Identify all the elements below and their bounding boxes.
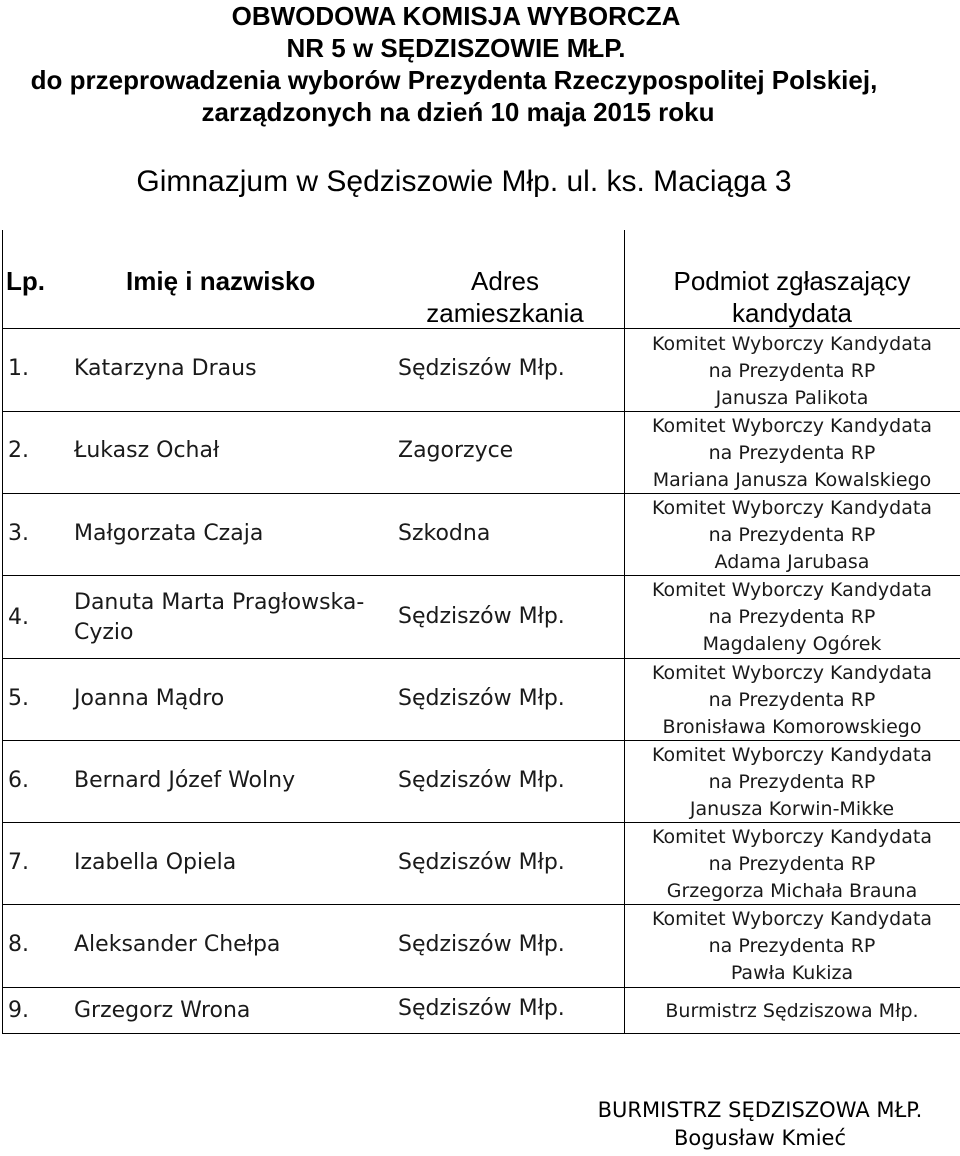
nominating-committee bbox=[624, 413, 960, 494]
member-name: Izabella Opiela bbox=[74, 850, 237, 875]
member-address: Zagorzyce bbox=[398, 438, 514, 463]
member-address: Szkodna bbox=[398, 521, 491, 546]
committee-candidate: Janusza Palikota bbox=[715, 387, 869, 409]
committee-line: Burmistrz Sędziszowa Młp. bbox=[665, 1000, 919, 1022]
column-header-address bbox=[398, 266, 612, 328]
signature-block bbox=[560, 1096, 960, 1152]
committee-line: Komitet Wyborczy Kandydata bbox=[652, 662, 932, 684]
member-address: Sędziszów Młp. bbox=[398, 850, 565, 875]
header-purpose: do przeprowadzenia wyborów Prezydenta Rzeczypospolitej Polskiej, bbox=[30, 65, 878, 95]
committee-line: na Prezydenta RP bbox=[708, 360, 876, 382]
signature-name: Bogusław Kmieć bbox=[673, 1126, 847, 1150]
member-address: Sędziszów Młp. bbox=[398, 996, 565, 1021]
committee-candidate: Pawła Kukiza bbox=[730, 962, 854, 984]
row-number: 3. bbox=[8, 521, 29, 546]
table-row-divider bbox=[2, 658, 960, 659]
signature-title: BURMISTRZ SĘDZISZOWA MŁP. bbox=[597, 1098, 923, 1122]
member-address: Sędziszów Młp. bbox=[398, 932, 565, 957]
row-number: 2. bbox=[8, 438, 29, 463]
member-name: Aleksander Chełpa bbox=[74, 932, 281, 957]
header-venue: Gimnazjum w Sędziszowie Młp. ul. ks. Maciąga 3 bbox=[136, 165, 792, 198]
nominating-committee bbox=[624, 577, 960, 658]
column-header-name: Imię i nazwisko bbox=[126, 266, 316, 296]
row-number: 4. bbox=[8, 605, 29, 630]
committee-candidate: Magdaleny Ogórek bbox=[702, 633, 882, 655]
committee-line: na Prezydenta RP bbox=[708, 524, 876, 546]
header-commission-title: OBWODOWA KOMISJA WYBORCZA bbox=[231, 1, 681, 31]
committee-line: na Prezydenta RP bbox=[708, 606, 876, 628]
member-name: Katarzyna Draus bbox=[74, 356, 257, 381]
member-name-line2: Cyzio bbox=[74, 620, 134, 645]
column-header-address-line1: Adres bbox=[471, 266, 539, 296]
committee-line: Komitet Wyborczy Kandydata bbox=[652, 579, 932, 601]
committee-candidate: Bronisława Komorowskiego bbox=[662, 716, 922, 738]
committee-line: Komitet Wyborczy Kandydata bbox=[652, 497, 932, 519]
table-row-divider bbox=[2, 987, 960, 988]
committee-line: na Prezydenta RP bbox=[708, 771, 876, 793]
committee-line: Komitet Wyborczy Kandydata bbox=[652, 415, 932, 437]
row-number: 1. bbox=[8, 356, 29, 381]
member-name-line1: Danuta Marta Pragłowska- bbox=[74, 590, 365, 615]
committee-line: na Prezydenta RP bbox=[708, 853, 876, 875]
column-header-lp: Lp. bbox=[6, 266, 45, 296]
committee-line: Komitet Wyborczy Kandydata bbox=[652, 333, 932, 355]
nominating-committee bbox=[624, 742, 960, 823]
member-name: Bernard Józef Wolny bbox=[74, 768, 296, 793]
member-name: Grzegorz Wrona bbox=[74, 998, 251, 1023]
table-border-bottom bbox=[2, 1033, 960, 1034]
row-number: 8. bbox=[8, 932, 29, 957]
committee-line: Komitet Wyborczy Kandydata bbox=[652, 908, 932, 930]
column-header-address-line2: zamieszkania bbox=[426, 298, 584, 328]
member-address: Sędziszów Młp. bbox=[398, 604, 565, 629]
header-date: zarządzonych na dzień 10 maja 2015 roku bbox=[201, 97, 715, 127]
nominating-committee bbox=[624, 331, 960, 412]
member-address: Sędziszów Młp. bbox=[398, 356, 565, 381]
committee-candidate: Adama Jarubasa bbox=[714, 551, 870, 573]
committee-line: Komitet Wyborczy Kandydata bbox=[652, 826, 932, 848]
nominating-committee bbox=[624, 824, 960, 905]
member-name: Joanna Mądro bbox=[74, 686, 225, 711]
member-name bbox=[74, 588, 364, 648]
column-header-committee-line2: kandydata bbox=[732, 298, 852, 328]
committee-candidate: Grzegorza Michała Brauna bbox=[666, 880, 918, 902]
table-header-divider bbox=[2, 328, 960, 329]
table-border-left bbox=[2, 230, 3, 1034]
member-name: Małgorzata Czaja bbox=[74, 521, 264, 546]
row-number: 6. bbox=[8, 768, 29, 793]
header-commission-number: NR 5 w SĘDZISZOWIE MŁP. bbox=[286, 33, 626, 63]
member-address: Sędziszów Młp. bbox=[398, 768, 565, 793]
row-number: 9. bbox=[8, 998, 29, 1023]
row-number: 5. bbox=[8, 686, 29, 711]
nominating-committee bbox=[624, 495, 960, 576]
committee-line: Komitet Wyborczy Kandydata bbox=[652, 744, 932, 766]
committee-candidate: Janusza Korwin-Mikke bbox=[689, 798, 895, 820]
column-header-committee-line1: Podmiot zgłaszający bbox=[673, 266, 911, 296]
nominating-committee bbox=[624, 660, 960, 741]
committee-candidate: Mariana Janusza Kowalskiego bbox=[652, 469, 932, 491]
column-header-committee bbox=[624, 266, 960, 328]
committee-line: na Prezydenta RP bbox=[708, 689, 876, 711]
member-name: Łukasz Ochał bbox=[74, 438, 220, 463]
nominating-committee bbox=[624, 906, 960, 987]
committee-line: na Prezydenta RP bbox=[708, 442, 876, 464]
committee-line: na Prezydenta RP bbox=[708, 935, 876, 957]
member-address: Sędziszów Młp. bbox=[398, 686, 565, 711]
row-number: 7. bbox=[8, 850, 29, 875]
nominating-committee bbox=[624, 998, 960, 1025]
